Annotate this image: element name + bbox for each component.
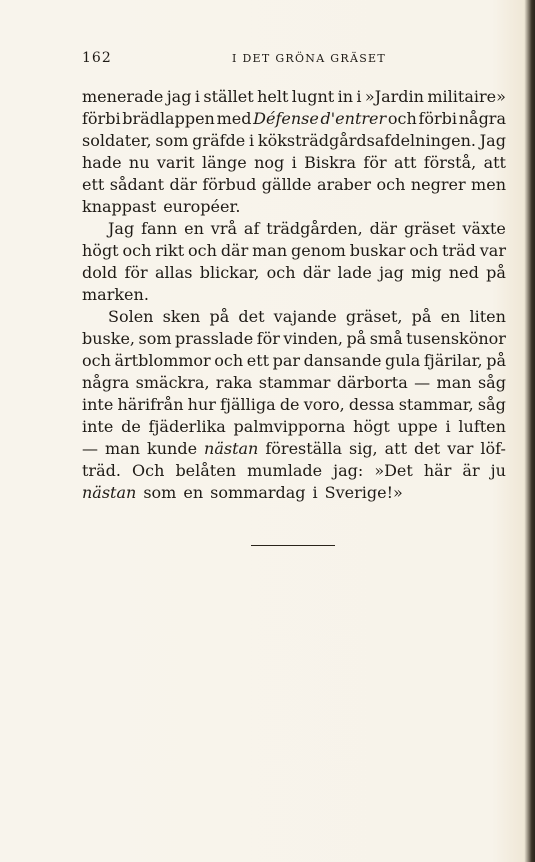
- word: nog: [254, 153, 285, 172]
- word: de: [279, 395, 300, 414]
- word: som: [143, 483, 177, 502]
- word: trädgården,: [266, 219, 363, 238]
- word: Och: [132, 461, 165, 480]
- word: på: [411, 307, 432, 326]
- word: marken.: [82, 285, 149, 304]
- word: Jag: [479, 131, 506, 150]
- word: föreställa: [265, 439, 342, 458]
- word: på: [209, 307, 230, 326]
- word: —: [82, 439, 98, 458]
- word: stammar,: [398, 395, 474, 414]
- text-line: [82, 108, 506, 130]
- word: man: [105, 439, 141, 458]
- word: härifrån: [117, 395, 184, 414]
- text-line: [82, 152, 506, 174]
- word: där: [169, 175, 197, 194]
- paragraph: [82, 218, 506, 306]
- word: buske,: [82, 329, 136, 348]
- word: in: [337, 87, 353, 106]
- text-line: [82, 394, 506, 416]
- text-line: [82, 284, 506, 306]
- word: genom: [291, 241, 346, 260]
- paragraph: [82, 306, 506, 504]
- word: dessa: [348, 395, 395, 414]
- word: man: [436, 373, 472, 392]
- word: uppe: [397, 417, 438, 436]
- word: vrå: [210, 219, 238, 238]
- word: Sverige!»: [324, 483, 403, 502]
- word: fann: [141, 219, 178, 238]
- text-line: [82, 174, 506, 196]
- italic-word: nästan: [82, 483, 137, 502]
- word: förstå,: [423, 153, 477, 172]
- page-number: 162: [82, 50, 112, 66]
- word: med: [216, 109, 252, 128]
- word: tusenskönor: [406, 329, 506, 348]
- word: förbi: [418, 109, 458, 128]
- word: en: [184, 219, 204, 238]
- word: de: [121, 417, 141, 436]
- word: sig,: [348, 439, 378, 458]
- text-line: [82, 262, 506, 284]
- word: växte: [462, 219, 506, 238]
- word: voro,: [303, 395, 345, 414]
- word: inte: [82, 395, 114, 414]
- word: jag: [166, 87, 192, 106]
- word: högt: [82, 241, 119, 260]
- word: palmvipporna: [233, 417, 346, 436]
- text-line: [82, 240, 506, 262]
- word: kunde: [147, 439, 198, 458]
- word: och: [188, 241, 217, 260]
- word: ärtblommor: [114, 351, 211, 370]
- text-line: [82, 328, 506, 350]
- body-text: [82, 86, 506, 504]
- word: förbi: [82, 109, 121, 128]
- word: gräfde: [192, 131, 246, 150]
- word: i: [291, 153, 297, 172]
- word: för: [124, 263, 148, 282]
- word: att: [483, 153, 506, 172]
- word: militaire»: [427, 87, 506, 106]
- word: var: [447, 439, 474, 458]
- word: men: [471, 175, 506, 194]
- word: blickar,: [199, 263, 260, 282]
- word: smäckra,: [135, 373, 210, 392]
- word: ju: [490, 461, 506, 480]
- word: rikt: [155, 241, 185, 260]
- word: »Jardin: [364, 87, 424, 106]
- running-title: I DET GRÖNA GRÄSET: [232, 52, 386, 65]
- word: fjäderlika: [148, 417, 226, 436]
- word: därborta: [336, 373, 408, 392]
- word: i: [445, 417, 451, 436]
- word: sådant: [109, 175, 165, 194]
- word: länge: [202, 153, 247, 172]
- word: gällde: [261, 175, 312, 194]
- text-line: [82, 482, 506, 504]
- word: jag:: [333, 461, 364, 480]
- word: dansande: [303, 351, 382, 370]
- word: i: [194, 87, 200, 106]
- text-line: [82, 438, 506, 460]
- word: »Det: [374, 461, 413, 480]
- word: är: [462, 461, 480, 480]
- word: en: [440, 307, 461, 326]
- section-divider-rule: [251, 545, 335, 546]
- word: inte: [82, 417, 114, 436]
- word: vinden,: [283, 329, 343, 348]
- word: gräset: [403, 219, 456, 238]
- word: araber: [316, 175, 372, 194]
- word: var: [479, 241, 506, 260]
- word: mumlade: [247, 461, 323, 480]
- word: hur: [187, 395, 216, 414]
- word: för: [256, 329, 280, 348]
- word: européer.: [163, 197, 241, 216]
- text-line: [82, 416, 506, 438]
- word: negrer: [410, 175, 466, 194]
- word: såg: [477, 373, 506, 392]
- word: helt: [257, 87, 289, 106]
- word: gula: [385, 351, 421, 370]
- word: nu: [128, 153, 150, 172]
- word: några: [82, 373, 130, 392]
- word: träd: [442, 241, 476, 260]
- text-line: [82, 196, 506, 218]
- word: det: [414, 439, 441, 458]
- word: buskar: [349, 241, 406, 260]
- word: soldater,: [82, 131, 152, 150]
- word: här: [423, 461, 452, 480]
- word: allas: [154, 263, 193, 282]
- word: fjärilar,: [423, 351, 483, 370]
- word: där: [369, 219, 398, 238]
- text-line: [82, 460, 506, 482]
- text-line: [82, 86, 506, 108]
- word: lugnt: [291, 87, 335, 106]
- word: raka: [215, 373, 253, 392]
- word: brädlappen: [122, 109, 215, 128]
- word: Solen: [108, 307, 154, 326]
- word: ett: [82, 175, 105, 194]
- word: Jag: [108, 219, 135, 238]
- word: man: [252, 241, 288, 260]
- word: som: [155, 131, 189, 150]
- word: i: [356, 87, 362, 106]
- word: förbud: [202, 175, 257, 194]
- word: på: [486, 351, 506, 370]
- page-header: [82, 50, 504, 70]
- word: där: [220, 241, 249, 260]
- word: Biskra: [304, 153, 357, 172]
- text-line: [82, 130, 506, 152]
- italic-word: d'entrer: [320, 109, 387, 128]
- word: i: [249, 131, 255, 150]
- word: hade: [82, 153, 122, 172]
- word: liten: [469, 307, 506, 326]
- word: och: [266, 263, 296, 282]
- word: lade: [337, 263, 372, 282]
- text-line: [82, 218, 506, 240]
- word: att: [384, 439, 408, 458]
- word: vajande: [273, 307, 337, 326]
- word: såg: [477, 395, 506, 414]
- word: ett: [246, 351, 270, 370]
- word: träd.: [82, 461, 121, 480]
- paragraph: [82, 86, 506, 218]
- word: och: [122, 241, 152, 260]
- word: ned: [448, 263, 479, 282]
- word: af: [243, 219, 260, 238]
- word: sken: [162, 307, 201, 326]
- word: fjälliga: [220, 395, 276, 414]
- word: att: [393, 153, 417, 172]
- italic-word: Défense: [253, 109, 319, 128]
- word: menerade: [82, 87, 164, 106]
- word: köksträdgårdsafdelningen.: [257, 131, 476, 150]
- word: högt: [353, 417, 390, 436]
- word: sommardag: [210, 483, 306, 502]
- text-line: [82, 306, 506, 328]
- word: mig: [411, 263, 442, 282]
- word: par: [272, 351, 301, 370]
- word: på: [486, 263, 506, 282]
- word: jag: [379, 263, 404, 282]
- word: stammar: [258, 373, 331, 392]
- word: en: [183, 483, 204, 502]
- word: gräset,: [345, 307, 403, 326]
- word: för: [363, 153, 387, 172]
- word: och: [82, 351, 111, 370]
- word: små: [369, 329, 403, 348]
- word: och: [387, 109, 417, 128]
- word: dold: [82, 263, 118, 282]
- word: löf-: [480, 439, 506, 458]
- word: på: [346, 329, 367, 348]
- word: som: [138, 329, 172, 348]
- text-line: [82, 350, 506, 372]
- word: det: [238, 307, 265, 326]
- word: varit: [156, 153, 195, 172]
- word: och: [376, 175, 406, 194]
- word: knappast: [82, 197, 157, 216]
- word: i: [312, 483, 318, 502]
- word: luften: [458, 417, 506, 436]
- word: stället: [203, 87, 254, 106]
- word: där: [302, 263, 331, 282]
- word: och: [409, 241, 439, 260]
- word: prasslade: [175, 329, 254, 348]
- word: —: [414, 373, 431, 392]
- word: och: [214, 351, 244, 370]
- word: några: [458, 109, 506, 128]
- italic-word: nästan: [204, 439, 259, 458]
- word: belåten: [175, 461, 237, 480]
- text-line: [82, 372, 506, 394]
